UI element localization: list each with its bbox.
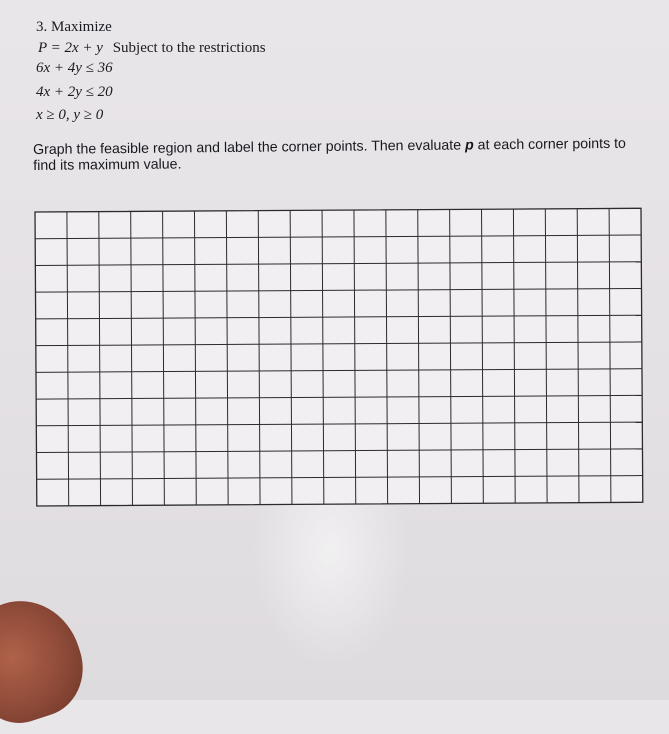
instructions-text xyxy=(33,136,643,174)
constraint-1: 6x + 4y ≤ 36 xyxy=(36,60,113,76)
graph-grid xyxy=(34,207,644,507)
constraint-2: 4x + 2y ≤ 20 xyxy=(36,84,113,100)
instructions-part-2: at each corner points to find its maximum value. xyxy=(33,135,626,174)
constraint-3: x ≥ 0, y ≥ 0 xyxy=(36,107,104,123)
objective-function: P = 2x + y xyxy=(38,40,103,56)
thumb-finger xyxy=(0,586,96,734)
objective-line xyxy=(38,39,266,58)
instructions-part-1: Graph the feasible region and label the corner points. Then evaluate xyxy=(33,137,466,158)
problem-number-title: 3. Maximize xyxy=(36,19,112,35)
paper-fold-highlight xyxy=(250,500,410,670)
instructions-variable-p: p xyxy=(464,137,474,154)
subject-to-text: Subject to the restrictions xyxy=(112,40,266,56)
grid-border xyxy=(35,208,643,506)
graph-grid-svg xyxy=(34,207,644,507)
